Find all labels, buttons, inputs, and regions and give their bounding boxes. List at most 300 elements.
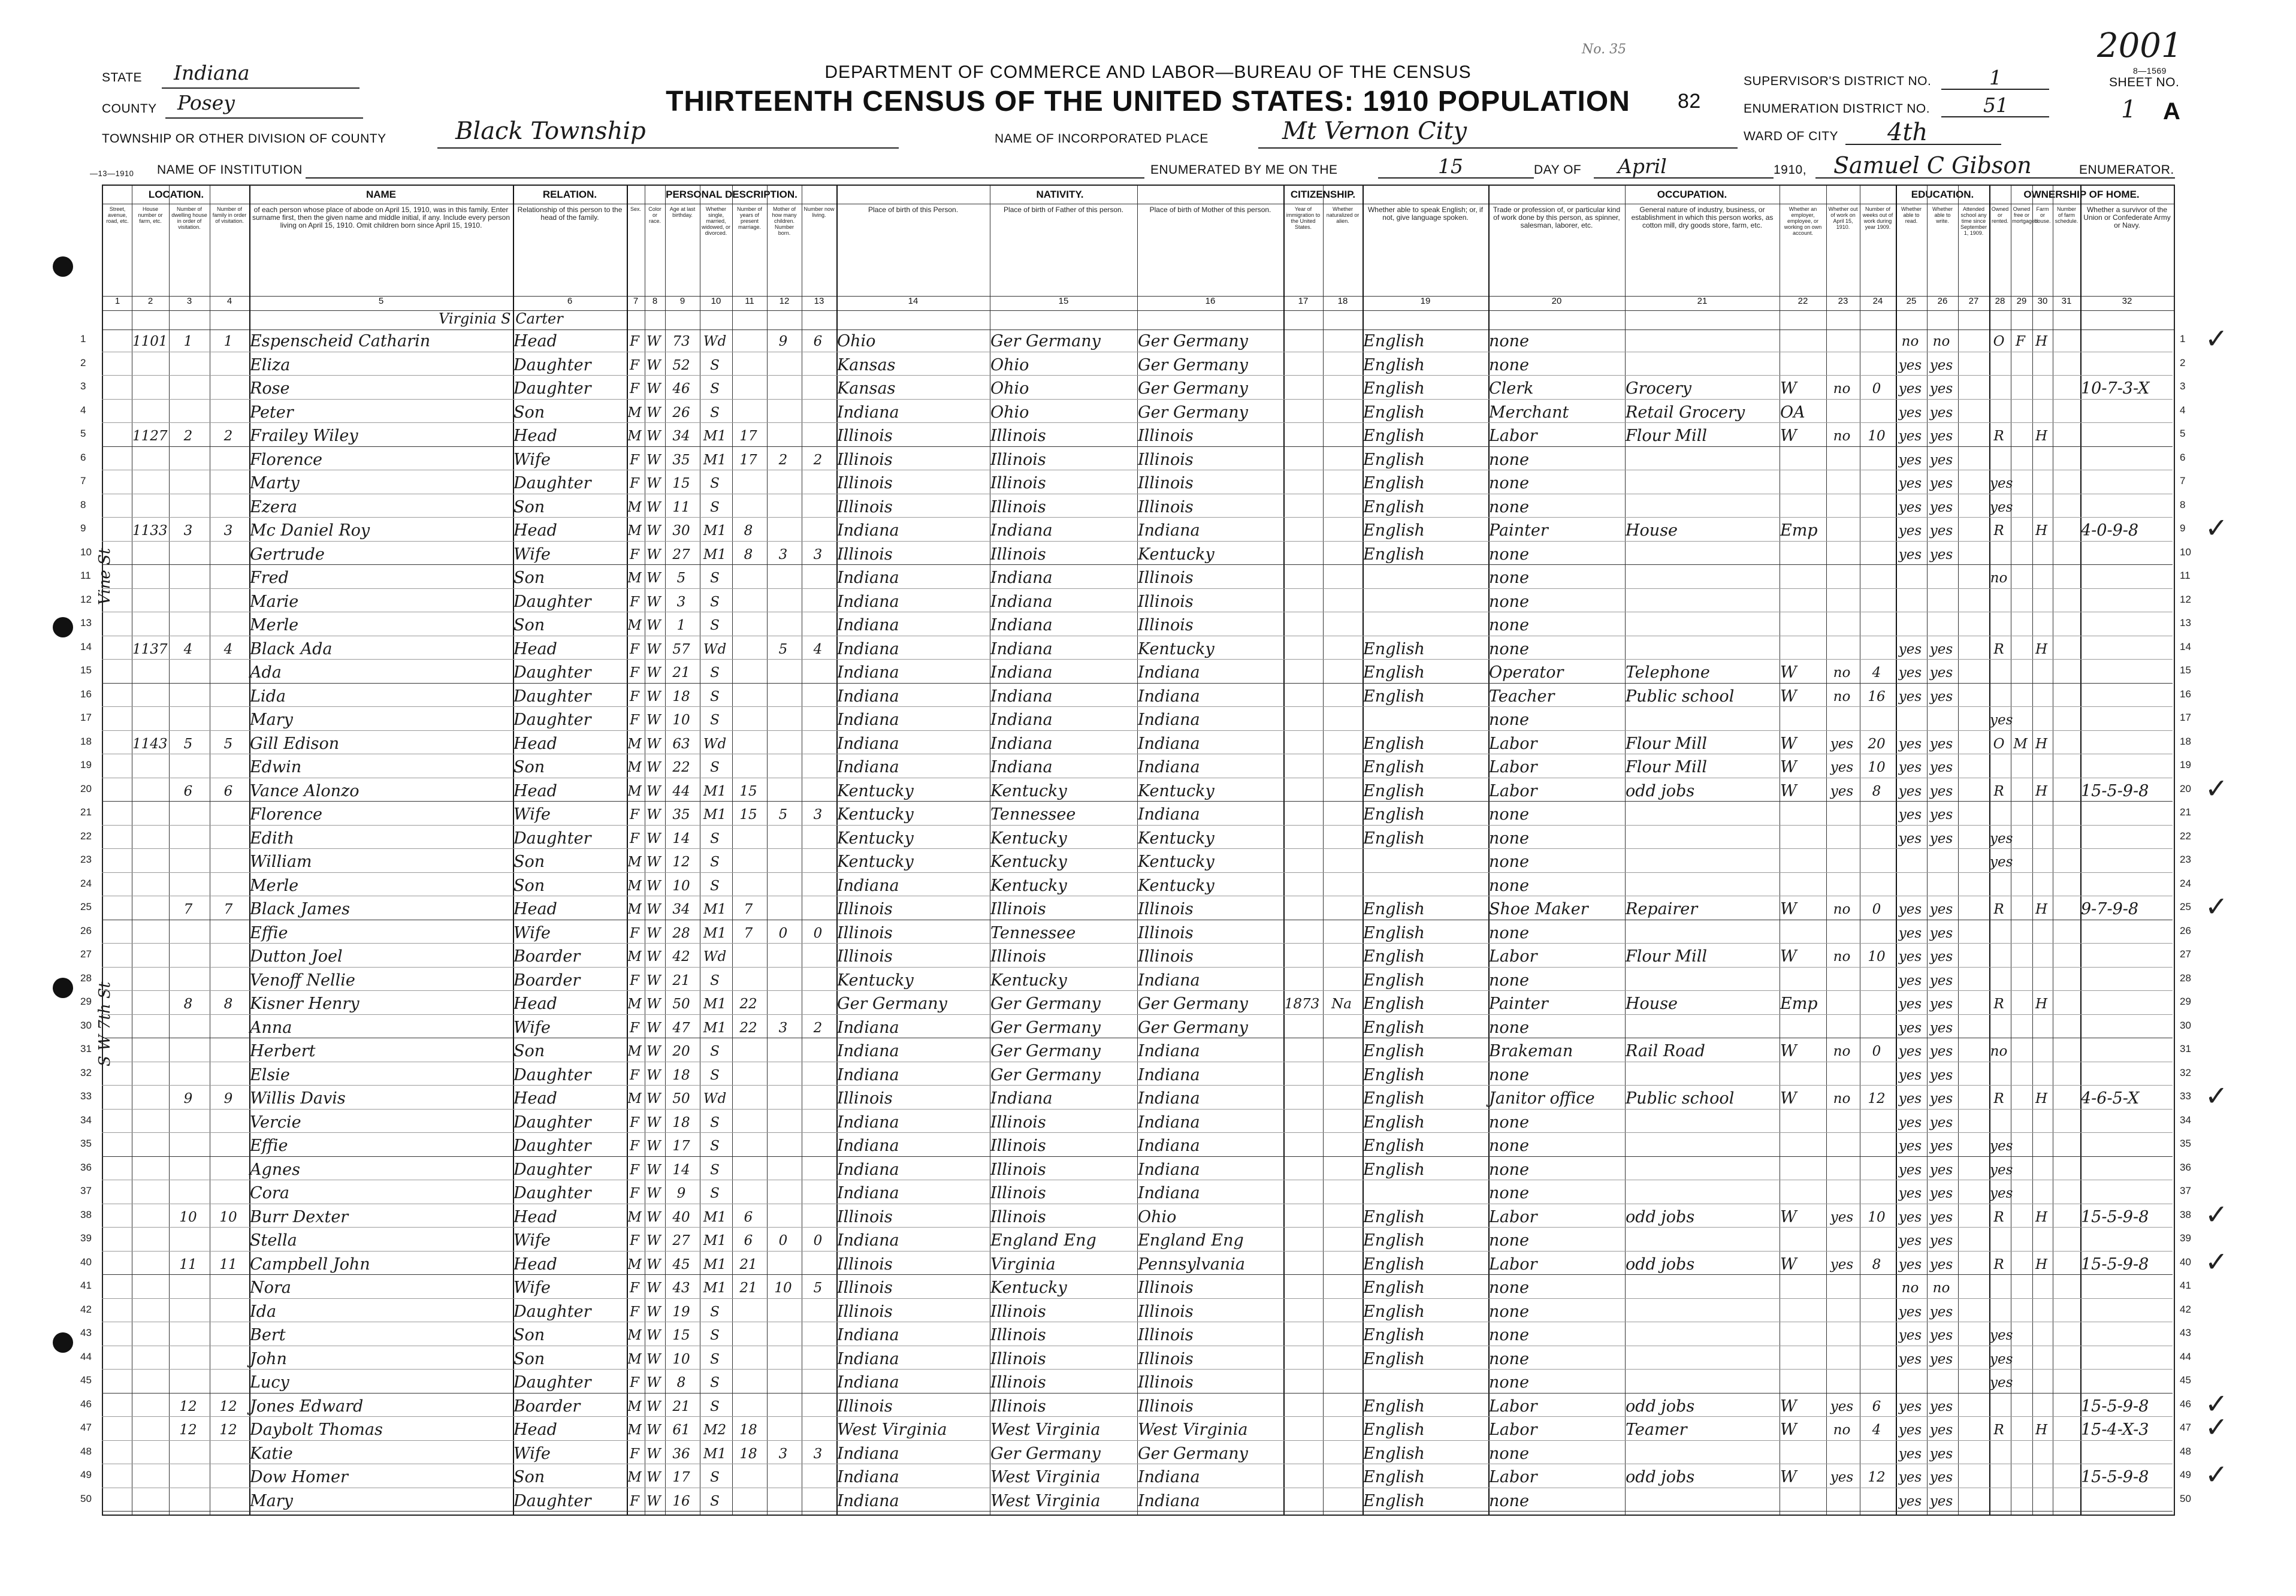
line-number: 21 (80, 806, 92, 818)
cell-born: 5 (778, 807, 788, 823)
cell-sex: F (630, 1493, 639, 1509)
cell-own: R (1993, 783, 2004, 799)
cell-rel: Daughter (513, 1065, 591, 1084)
cell-name: Black James (250, 900, 350, 918)
cell-trade: Labor (1489, 734, 1537, 753)
cell-fpob: Illinois (990, 497, 1046, 516)
institution-label: NAME OF INSTITUTION (157, 163, 303, 177)
cell-wks: 12 (1868, 1091, 1886, 1107)
cell-sex: F (630, 1280, 639, 1296)
cell-mpob: Illinois (1138, 1278, 1194, 1297)
cell-read: yes (1898, 1470, 1922, 1485)
cell-name: Mc Daniel Roy (250, 521, 370, 540)
enumerator-name: Samuel C Gibson (1833, 152, 2032, 179)
cell-ms: S (710, 1328, 720, 1343)
cell-ind: House (1626, 521, 1678, 540)
enumerated-label: ENUMERATED BY ME ON THE (1150, 163, 1338, 177)
line-number: 45 (80, 1374, 92, 1386)
cell-age: 63 (672, 736, 690, 752)
cell-ms: M1 (703, 452, 727, 468)
column-header: Attended school any time since September 1, 1909. (1960, 206, 1987, 236)
column-header: Farm or house. (2034, 206, 2051, 224)
cell-fpob: Kentucky (990, 1278, 1067, 1297)
cell-fpob: Ger Germany (990, 1042, 1101, 1060)
cell-write: no (1932, 334, 1950, 349)
cell-pob: Indiana (837, 616, 899, 634)
cell-age: 8 (676, 1375, 686, 1391)
county-label: COUNTY (102, 102, 157, 116)
cell-lang: English (1363, 1491, 1425, 1510)
cell-fpob: Illinois (990, 545, 1046, 564)
cell-out: no (1833, 1422, 1851, 1438)
cell-mpob: Indiana (1138, 711, 1200, 729)
cell-pob: Indiana (837, 1349, 899, 1368)
cell-ms: M1 (703, 1256, 727, 1272)
table-row (80, 684, 2191, 708)
table-row (80, 1417, 2191, 1441)
cell-mpob: Illinois (1138, 1349, 1194, 1368)
cell-ind: Flour Mill (1626, 758, 1708, 776)
cell-mpob: Indiana (1138, 971, 1200, 990)
column-header: Sex. (630, 206, 641, 212)
cell-end: 4-6-5-X (2081, 1089, 2140, 1108)
column-group-header: LOCATION. (103, 186, 249, 204)
column-header: Whether an employer, employee, or working on own account. (1784, 206, 1822, 236)
cell-age: 73 (672, 334, 690, 349)
cell-name: Campbell John (250, 1255, 370, 1274)
cell-fpob: Tennessee (990, 805, 1076, 824)
cell-living: 0 (813, 925, 823, 941)
cell-mpob: England Eng (1138, 1231, 1244, 1250)
column-number: 9 (679, 296, 685, 306)
line-number: 50 (2180, 1492, 2191, 1504)
cell-farm: H (2035, 996, 2048, 1012)
cell-lang: English (1363, 1444, 1425, 1463)
cell-race: W (646, 618, 661, 633)
cell-race: W (646, 334, 661, 349)
cell-race: W (646, 1328, 661, 1343)
cell-pob: Indiana (837, 1160, 899, 1179)
cell-ind: Rail Road (1626, 1042, 1705, 1060)
cell-farm: H (2035, 641, 2048, 657)
cell-lang: English (1363, 1089, 1425, 1108)
cell-dw: 10 (179, 1209, 197, 1225)
cell-lang: English (1363, 1042, 1425, 1060)
cell-own: no (1990, 570, 2008, 586)
cell-age: 21 (672, 665, 690, 681)
cell-fpob: Tennessee (990, 923, 1076, 942)
cell-pob: Indiana (837, 687, 899, 706)
enumeration-month: April (1618, 155, 1667, 178)
line-number: 9 (2180, 522, 2186, 534)
punch-hole-icon (53, 978, 73, 998)
cell-trade: Operator (1489, 663, 1564, 682)
line-number: 1 (2180, 333, 2186, 344)
cell-name: Stella (250, 1231, 297, 1250)
cell-sex: M (627, 783, 642, 799)
check-mark-icon: ✓ (2205, 1411, 2228, 1443)
cell-sex: F (630, 1304, 639, 1320)
form-code: 8—1569 (2133, 66, 2167, 75)
cell-trade: none (1489, 545, 1530, 564)
cell-fam: 4 (223, 641, 233, 657)
cell-ms: Wd (703, 641, 727, 657)
line-number: 8 (2180, 498, 2186, 510)
cell-trade: none (1489, 639, 1530, 658)
cell-sex: M (627, 404, 642, 421)
column-number: 1 (114, 296, 120, 306)
cell-ind: Flour Mill (1626, 734, 1708, 753)
line-number: 41 (80, 1280, 92, 1291)
cell-pob: Indiana (837, 592, 899, 611)
cell-rel: Son (513, 569, 545, 587)
cell-out: no (1833, 381, 1851, 397)
cell-read: yes (1898, 972, 1922, 989)
cell-write: no (1932, 1280, 1950, 1296)
cell-read: yes (1898, 1233, 1922, 1249)
cell-ind: Retail Grocery (1626, 403, 1745, 422)
table-row (80, 1488, 2191, 1512)
cell-pob: Illinois (837, 1396, 893, 1416)
cell-trade: Labor (1489, 1207, 1537, 1226)
line-number: 35 (80, 1138, 92, 1149)
table-row (80, 826, 2191, 850)
cell-write: yes (1929, 1020, 1953, 1036)
cell-emp: W (1780, 1468, 1797, 1486)
cell-age: 5 (676, 570, 686, 586)
cell-rel: Daughter (513, 379, 591, 398)
line-number: 39 (80, 1232, 92, 1244)
column-header: Year of immigration to the United States. (1286, 206, 1321, 230)
column-header: Whether able to read. (1901, 206, 1922, 224)
line-number: 12 (2180, 593, 2191, 605)
cell-trade: none (1489, 450, 1530, 469)
table-row (80, 1062, 2191, 1086)
cell-end: 9-7-9-8 (2081, 900, 2139, 918)
table-row (80, 754, 2191, 778)
cell-ind: odd jobs (1626, 1396, 1695, 1416)
cell-race: W (646, 570, 661, 586)
line-number: 25 (2180, 901, 2191, 912)
cell-sex: F (630, 1020, 639, 1036)
line-number: 11 (80, 570, 91, 581)
cell-age: 28 (672, 925, 690, 941)
page-number: 82 (1678, 90, 1701, 113)
cell-race: W (646, 1256, 661, 1272)
cell-fpob: Indiana (990, 639, 1053, 658)
cell-pob: Illinois (837, 474, 893, 492)
cell-ms: S (710, 618, 720, 633)
cell-end: 15-4-X-3 (2081, 1420, 2149, 1439)
cell-trade: none (1489, 1160, 1530, 1179)
cell-read: yes (1898, 1351, 1922, 1367)
cell-race: W (646, 1446, 661, 1462)
cell-rel: Daughter (513, 1184, 591, 1202)
cell-ind: Flour Mill (1626, 427, 1708, 445)
cell-mpob: Ger Germany (1138, 1444, 1248, 1463)
column-header: Relationship of this person to the head of the family. (517, 205, 623, 222)
cell-age: 46 (672, 381, 690, 397)
cell-race: W (646, 476, 661, 491)
cell-trade: none (1489, 1302, 1530, 1321)
column-group-header: NATIVITY. (836, 186, 1283, 204)
cell-name: Marty (250, 474, 300, 492)
cell-fam: 12 (219, 1422, 237, 1438)
cell-trade: none (1489, 1326, 1530, 1344)
cell-rel: Daughter (513, 1113, 591, 1132)
column-group-header: PERSONAL DESCRIPTION. (627, 186, 836, 204)
cell-yr: 1873 (1284, 996, 1320, 1012)
cell-age: 14 (672, 830, 690, 847)
cell-house: 1127 (132, 428, 168, 444)
cell-read: yes (1898, 1304, 1922, 1320)
cell-living: 4 (813, 641, 823, 657)
punch-hole-icon (53, 617, 73, 637)
cell-write: yes (1929, 523, 1953, 539)
column-header: Whether out of work on April 15, 1910. (1828, 206, 1858, 230)
cell-trade: Labor (1489, 427, 1537, 445)
cell-ms: M1 (703, 1020, 727, 1036)
cell-mpob: Pennsylvania (1138, 1255, 1245, 1274)
cell-rel: Daughter (513, 592, 591, 611)
line-number: 29 (80, 996, 92, 1007)
table-row (80, 1157, 2191, 1181)
cell-ind: odd jobs (1626, 1468, 1695, 1486)
column-group-header (1363, 186, 1488, 204)
cell-trade: none (1489, 853, 1530, 871)
cell-wks: 8 (1872, 1256, 1881, 1272)
line-number: 46 (80, 1398, 92, 1410)
supervisor-number: 1 (1989, 66, 2002, 89)
column-number: 3 (186, 296, 192, 306)
cell-mpob: Illinois (1138, 1326, 1194, 1344)
cell-lang: English (1363, 1113, 1425, 1132)
column-header: Whether able to write. (1932, 206, 1953, 224)
cell-read: yes (1898, 1020, 1922, 1036)
column-number: 15 (1058, 296, 1069, 306)
cell-pob: Indiana (837, 758, 899, 776)
cell-sex: M (627, 570, 642, 586)
cell-mpob: Kentucky (1138, 876, 1215, 895)
table-row (80, 1228, 2191, 1252)
cell-name: Dow Homer (250, 1468, 348, 1486)
cell-read: yes (1898, 949, 1922, 965)
cell-sex: F (630, 1375, 639, 1391)
cell-read: yes (1898, 404, 1922, 421)
cell-fpob: West Virginia (990, 1420, 1101, 1439)
line-number: 46 (2180, 1398, 2191, 1410)
cell-end: 15-5-9-8 (2081, 1396, 2149, 1416)
cell-sex: F (630, 381, 639, 397)
column-number: 4 (226, 296, 232, 306)
table-row (80, 1038, 2191, 1062)
cell-pob: Indiana (837, 1326, 899, 1344)
column-number: 27 (1968, 296, 1979, 306)
column-group-header: OCCUPATION. (1488, 186, 1896, 204)
cell-read: yes (1898, 736, 1922, 752)
cell-fpob: Kentucky (990, 853, 1067, 871)
cell-trade: none (1489, 1491, 1530, 1510)
cell-rel: Son (513, 853, 545, 871)
cell-race: W (646, 1186, 661, 1201)
table-row (80, 1346, 2191, 1370)
cell-age: 21 (672, 1398, 690, 1414)
cell-name: Elsie (250, 1065, 290, 1084)
cell-sex: M (627, 428, 642, 444)
line-number: 6 (80, 451, 86, 463)
line-number: 9 (80, 522, 86, 534)
cell-own: yes (1990, 1351, 2013, 1367)
cell-age: 45 (672, 1256, 690, 1272)
cell-pob: Indiana (837, 639, 899, 658)
line-number: 39 (2180, 1232, 2191, 1244)
cell-name: Peter (250, 403, 294, 422)
cell-age: 57 (672, 641, 690, 657)
check-mark-icon: ✓ (2205, 890, 2228, 923)
cell-yrs: 22 (739, 1020, 757, 1036)
cell-trade: Labor (1489, 1468, 1537, 1486)
cell-ind: Teamer (1626, 1420, 1687, 1439)
cell-fam: 3 (223, 523, 233, 539)
township-value: Black Township (455, 117, 646, 145)
column-number: 23 (1838, 296, 1848, 306)
table-row (80, 376, 2186, 400)
cell-trade: none (1489, 592, 1530, 611)
cell-pob: Ger Germany (837, 995, 947, 1013)
cell-write: yes (1929, 1328, 1953, 1343)
line-number: 31 (80, 1043, 92, 1054)
table-row (80, 1015, 2191, 1039)
cell-dw: 7 (183, 902, 193, 917)
cell-sex: F (630, 1162, 639, 1178)
cell-lang: English (1363, 639, 1425, 658)
cell-wks: 10 (1868, 1209, 1886, 1225)
line-number: 15 (80, 664, 92, 676)
cell-mpob: Kentucky (1138, 781, 1215, 800)
cell-dw: 3 (183, 523, 193, 539)
table-row (80, 1110, 2191, 1133)
column-number: 19 (1420, 296, 1431, 306)
cell-end: 15-5-9-8 (2081, 781, 2149, 800)
cell-pob: Ohio (837, 332, 876, 350)
cell-mpob: Illinois (1138, 592, 1194, 611)
line-number: 34 (80, 1114, 92, 1126)
cell-race: W (646, 1020, 661, 1036)
cell-sex: M (627, 1209, 642, 1225)
cell-own: R (1993, 641, 2004, 657)
cell-sex: F (630, 830, 639, 847)
cell-sex: F (630, 1114, 639, 1130)
column-number: 17 (1298, 296, 1309, 306)
cell-rel: Son (513, 497, 545, 516)
county-value: Posey (177, 91, 235, 114)
cell-own: yes (1990, 476, 2013, 491)
line-number: 14 (80, 640, 92, 652)
cell-read: yes (1898, 1446, 1922, 1462)
cell-rel: Boarder (513, 971, 581, 990)
cell-write: yes (1929, 807, 1953, 823)
cell-born: 3 (778, 1020, 788, 1036)
table-row (80, 896, 2191, 920)
cell-own: yes (1990, 499, 2013, 515)
line-number: 42 (80, 1303, 92, 1315)
cell-race: W (646, 1162, 661, 1178)
cell-trade: none (1489, 1018, 1530, 1037)
column-header: Mother of how many children. Number born. (772, 206, 797, 236)
cell-fpob: Indiana (990, 687, 1053, 706)
line-number: 4 (80, 404, 86, 416)
column-number: 12 (779, 296, 790, 306)
cell-out: yes (1830, 760, 1854, 775)
column-group-header: CITIZENSHIP. (1283, 186, 1363, 204)
cell-sex: M (627, 1091, 642, 1107)
cell-living: 5 (813, 1280, 823, 1296)
cell-age: 30 (672, 523, 690, 539)
cell-emp: W (1780, 1396, 1797, 1416)
cell-wks: 4 (1872, 1422, 1881, 1438)
cell-mpob: Indiana (1138, 1184, 1200, 1202)
cell-race: W (646, 1091, 661, 1107)
table-row (80, 1133, 2191, 1157)
column-header: Place of birth of Mother of this person. (1149, 205, 1271, 214)
cell-ind: odd jobs (1626, 1255, 1695, 1274)
column-number: 30 (2037, 296, 2048, 306)
line-number: 13 (2180, 617, 2191, 628)
cell-fam: 10 (219, 1209, 237, 1225)
cell-rel: Head (513, 521, 557, 540)
column-header: Street, avenue, road, etc. (106, 206, 129, 224)
cell-ind: Public school (1626, 1089, 1735, 1108)
cell-emp: W (1780, 427, 1797, 445)
cell-read: yes (1898, 1044, 1922, 1059)
table-row (80, 1464, 2191, 1488)
cell-lang: English (1363, 545, 1425, 564)
line-number: 3 (80, 380, 86, 392)
column-number: 14 (908, 296, 919, 306)
line-number: 42 (2180, 1303, 2191, 1315)
cell-lang: English (1363, 1468, 1425, 1486)
cell-age: 42 (672, 949, 690, 965)
cell-fpob: Ohio (990, 403, 1029, 422)
cell-fam: 7 (223, 902, 233, 917)
frame-number: 2001 (2097, 26, 2183, 65)
cell-write: yes (1929, 996, 1953, 1012)
cell-sex: F (630, 1067, 639, 1083)
cell-emp: W (1780, 1255, 1797, 1274)
cell-age: 50 (672, 1091, 690, 1107)
cell-name: Effie (250, 923, 288, 942)
cell-ms: S (710, 1375, 720, 1391)
cell-trade: none (1489, 805, 1530, 824)
line-number: 36 (2180, 1161, 2191, 1173)
cell-pob: Indiana (837, 734, 899, 753)
table-row (80, 447, 2186, 471)
cell-own: R (1993, 1209, 2004, 1225)
cell-lang: English (1363, 521, 1425, 540)
cell-mpob: Indiana (1138, 1042, 1200, 1060)
check-mark-icon: ✓ (2205, 1198, 2228, 1231)
cell-race: W (646, 452, 661, 468)
cell-yrs: 15 (739, 807, 757, 823)
cell-trade: none (1489, 1278, 1530, 1297)
cell-read: yes (1898, 1209, 1922, 1225)
table-row (80, 423, 2186, 447)
cell-sex: F (630, 665, 639, 681)
cell-write: yes (1929, 428, 1953, 444)
cell-write: yes (1929, 1493, 1953, 1509)
cell-name: Ida (250, 1302, 277, 1321)
line-number: 34 (2180, 1114, 2191, 1126)
